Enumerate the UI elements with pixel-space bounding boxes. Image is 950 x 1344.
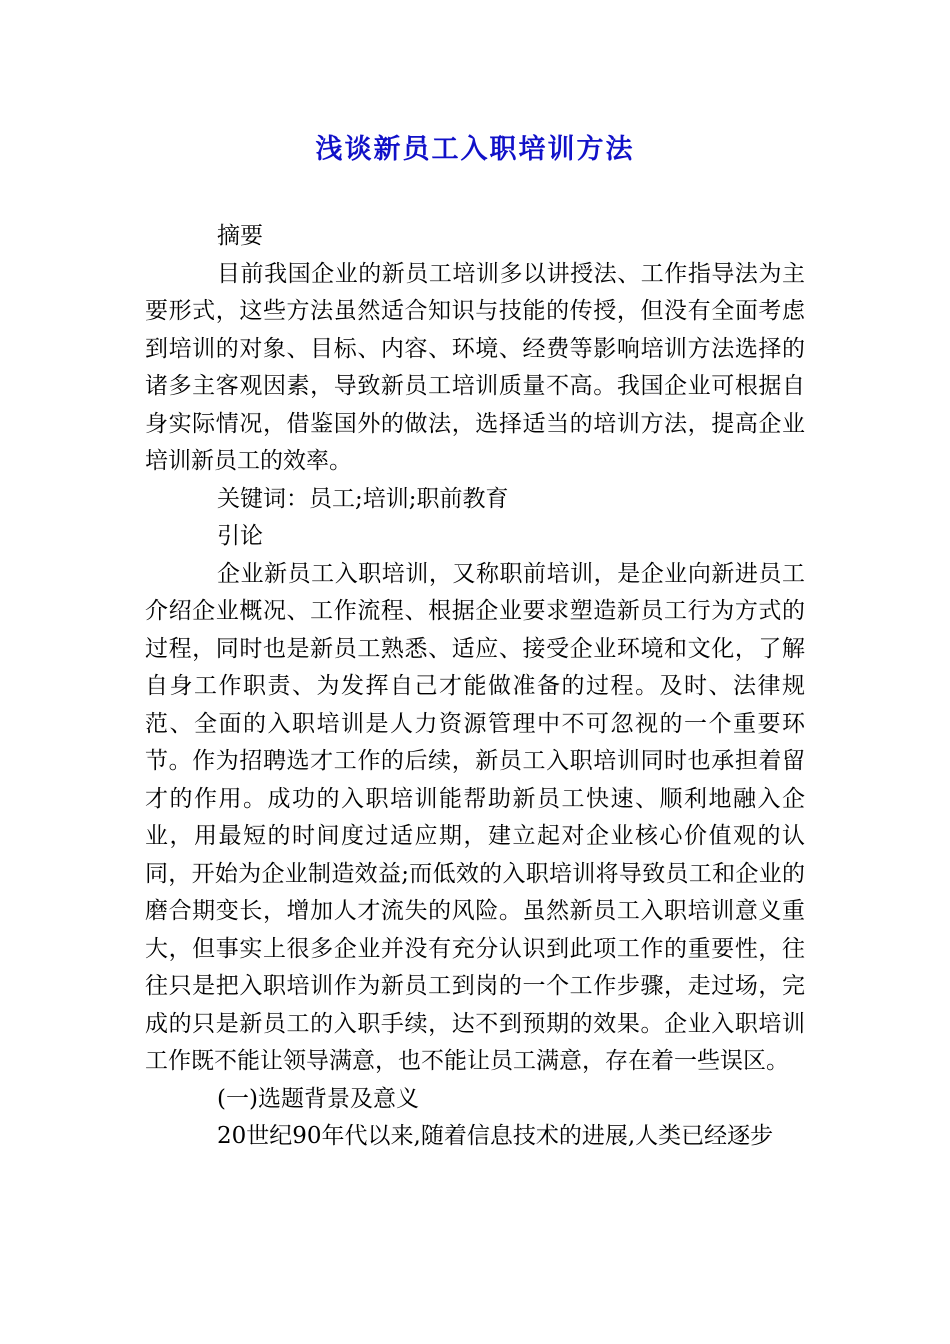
keywords-line: 关键词：员工;培训;职前教育 <box>217 485 509 512</box>
document-title: 浅谈新员工入职培训方法 <box>315 134 635 165</box>
abstract-heading: 摘要 <box>217 223 263 249</box>
intro-heading: 引论 <box>217 523 263 549</box>
section-paragraph: 20世纪90年代以来,随着信息技术的进展,人类已经逐步 <box>217 1123 774 1149</box>
abstract-paragraph: 目前我国企业的新员工培训多以讲授法、工作指导法为主要形式，这些方法虽然适合知识与技能的传授，但没有全面考虑到培训的对象、目标、内容、环境、经费等影响培训方法选择的诸多主客观因素，导致新员工培训质量不高。我国企业可根据自身实际情况，借鉴国外的做法，选择适当的培训方法，提高企业培训新员工的效率。 <box>145 260 805 474</box>
intro-paragraph: 企业新员工入职培训，又称职前培训，是企业向新进员工介绍企业概况、工作流程、根据企业要求塑造新员工行为方式的过程，同时也是新员工熟悉、适应、接受企业环境和文化，了解自身工作职责、为发挥自己才能做准备的过程。及时、法律规范、全面的入职培训是人力资源管理中不可忽视的一个重要环节。作为招聘选才工作的后续，新员工入职培训同时也承担着留才的作用。成功的入职培训能帮助新员工快速、顺利地融入企业，用最短的时间度过适应期，建立起对企业核心价值观的认同，开始为企业制造效益;而低效的入职培训将导致员工和企业的磨合期变长，增加人才流失的风险。虽然新员工入职培训意义重大，但事实上很多企业并没有充分认识到此项工作的重要性，往往只是把入职培训作为新员工到岗的一个工作步骤，走过场，完成的只是新员工的入职手续，达不到预期的效果。企业入职培训工作既不能让领导满意，也不能让员工满意，存在着一些误区。 <box>145 560 805 1074</box>
section-heading: (一)选题背景及意义 <box>217 1085 419 1112</box>
document-body <box>145 218 805 1156</box>
